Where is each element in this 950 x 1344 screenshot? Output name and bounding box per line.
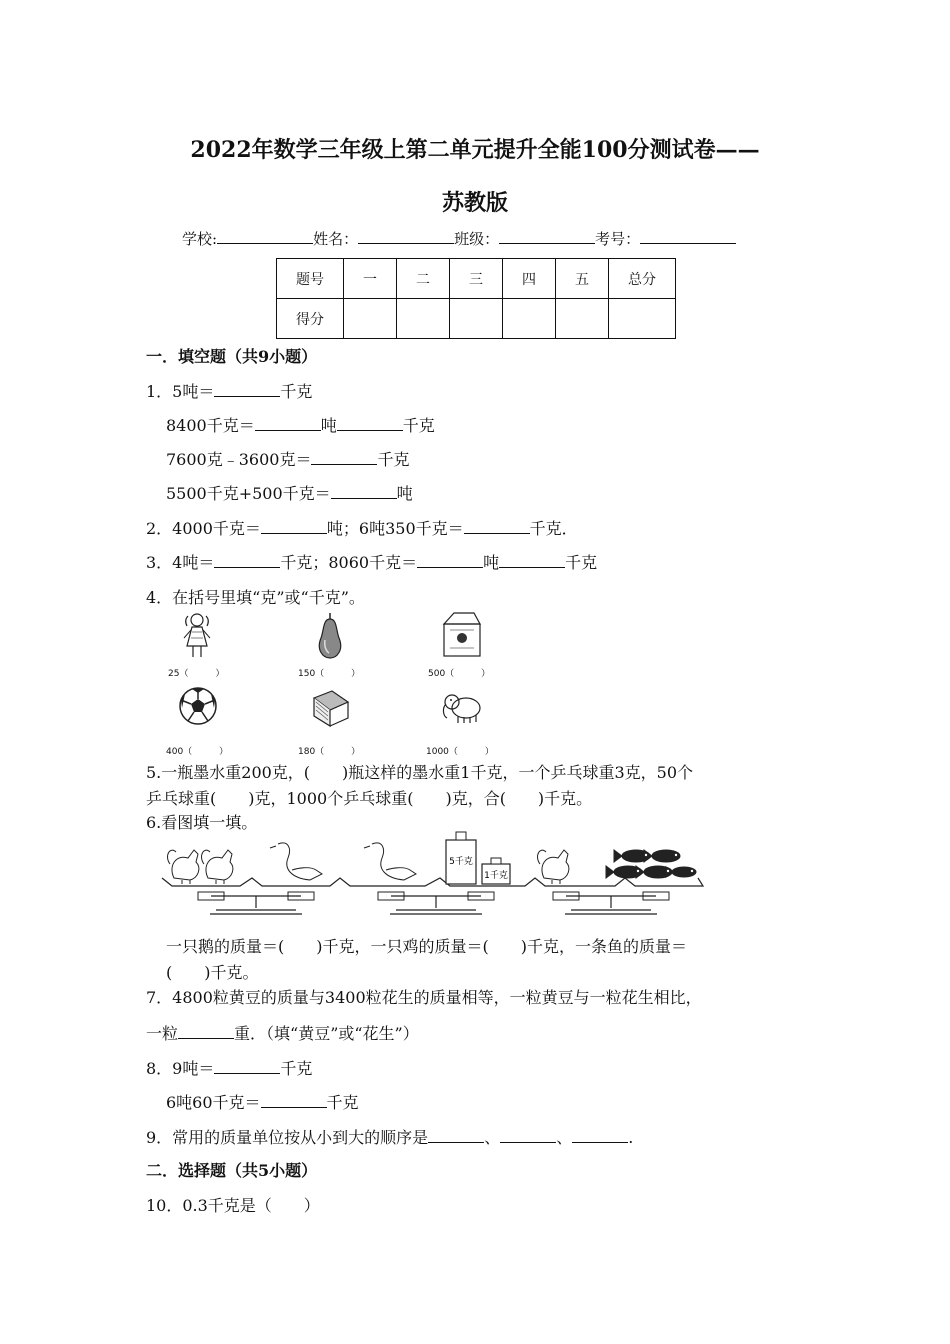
rooster-icon xyxy=(538,850,569,884)
answer-blank[interactable] xyxy=(214,553,280,568)
rooster-icon xyxy=(202,850,233,884)
answer-blank[interactable] xyxy=(255,416,321,431)
answer-blank[interactable] xyxy=(261,1093,327,1108)
section-heading-fill-in: 一．填空题（共9小题） xyxy=(146,347,318,366)
q1d-unit: 吨 xyxy=(396,484,413,503)
question-1b xyxy=(166,413,435,436)
q3-unit: 吨 xyxy=(483,553,500,572)
q9-sep: 、 xyxy=(556,1128,573,1147)
score-cell[interactable] xyxy=(344,299,397,339)
page-title: 2022年数学三年级上第二单元提升全能100分测试卷—— xyxy=(190,137,760,163)
answer-blank[interactable] xyxy=(500,1128,556,1143)
score-table-header: 一 xyxy=(344,259,397,299)
q8b-text: 6吨60千克＝ xyxy=(166,1093,261,1112)
score-table-header: 三 xyxy=(450,259,503,299)
question-1a xyxy=(146,379,312,402)
score-cell[interactable] xyxy=(503,299,556,339)
school-label: 学校: xyxy=(182,230,218,248)
name-field[interactable] xyxy=(358,229,454,244)
book-icon xyxy=(308,688,352,728)
score-table-header: 四 xyxy=(503,259,556,299)
score-table-header: 二 xyxy=(397,259,450,299)
q9-text: 9．常用的质量单位按从小到大的顺序是 xyxy=(146,1128,429,1147)
goose-icon xyxy=(364,843,416,880)
q8a-unit: 千克 xyxy=(280,1059,313,1078)
question-5-line1: 5.一瓶墨水重200克，( )瓶这样的墨水重1千克，一个乒乓球重3克，50个 xyxy=(146,763,694,782)
q9-end: . xyxy=(628,1128,634,1147)
score-table-header-row xyxy=(277,259,676,299)
score-table-header: 总分 xyxy=(609,259,676,299)
question-3 xyxy=(146,550,597,573)
q1c-text: 7600克﹣3600克＝ xyxy=(166,450,312,469)
question-1d xyxy=(166,481,413,504)
q4-caption: 400（ ） xyxy=(166,747,229,757)
q4-caption: 150（ ） xyxy=(298,669,361,679)
exam-no-field[interactable] xyxy=(640,229,736,244)
question-1c xyxy=(166,447,409,470)
score-row-label: 得分 xyxy=(277,299,344,339)
milk-carton-icon xyxy=(440,610,484,658)
answer-blank[interactable] xyxy=(417,553,483,568)
question-7-line1: 7．4800粒黄豆的质量与3400粒花生的质量相等，一粒黄豆与一粒花生相比， xyxy=(146,988,702,1007)
answer-blank[interactable] xyxy=(337,416,403,431)
answer-blank[interactable] xyxy=(311,450,377,465)
question-2 xyxy=(146,516,578,539)
doll-icon xyxy=(180,610,214,660)
elephant-icon xyxy=(440,690,484,726)
pear-icon xyxy=(313,610,347,660)
exam-no-label: 考号： xyxy=(595,230,641,248)
answer-blank[interactable] xyxy=(214,1059,280,1074)
section-heading-multiple-choice: 二．选择题（共5小题） xyxy=(146,1161,318,1180)
q2-text-mid: 吨；6吨350千克＝ xyxy=(326,519,464,538)
score-cell[interactable] xyxy=(609,299,676,339)
question-6-answer-line1: 一只鹅的质量＝( )千克，一只鸡的质量＝( )千克，一条鱼的质量＝ xyxy=(166,937,687,956)
q3-text-mid: 千克；8060千克＝ xyxy=(280,553,418,572)
score-cell[interactable] xyxy=(397,299,450,339)
q8b-unit: 千克 xyxy=(326,1093,359,1112)
question-8b xyxy=(166,1090,359,1113)
weight-1kg-label: 1千克 xyxy=(484,871,508,881)
score-cell[interactable] xyxy=(556,299,609,339)
q1c-unit: 千克 xyxy=(377,450,410,469)
question-10: 10．0.3千克是（ ） xyxy=(146,1196,320,1215)
question-9 xyxy=(146,1125,633,1148)
question-8a xyxy=(146,1056,312,1079)
class-field[interactable] xyxy=(499,229,595,244)
answer-blank[interactable] xyxy=(178,1024,234,1039)
class-label: 班级： xyxy=(454,230,500,248)
page-subtitle: 苏教版 xyxy=(441,190,508,216)
answer-blank[interactable] xyxy=(214,382,280,397)
question-5-line2: 乒乓球重( )克，1000个乒乓球重( )克，合( )千克。 xyxy=(146,789,593,808)
student-info-line xyxy=(182,228,736,249)
question-6-answer-line2: ( )千克。 xyxy=(166,963,259,982)
q3-text: 3．4吨＝ xyxy=(146,553,215,572)
q7-text-post: 重．（填“黄豆”或“花生”） xyxy=(234,1024,419,1043)
balance-scales-illustration xyxy=(160,828,705,923)
q8a-text: 8．9吨＝ xyxy=(146,1059,215,1078)
q1a-unit: 千克 xyxy=(280,382,313,401)
name-label: 姓名： xyxy=(313,230,359,248)
score-table xyxy=(276,258,676,339)
school-field[interactable] xyxy=(217,229,313,244)
question-4: 4．在括号里填“克”或“千克”。 xyxy=(146,588,365,607)
q1b-text: 8400千克＝ xyxy=(166,416,255,435)
q9-sep: 、 xyxy=(484,1128,501,1147)
q1b-unit: 吨 xyxy=(320,416,337,435)
q7-text: 一粒 xyxy=(146,1024,179,1043)
q1b-unit2: 千克 xyxy=(402,416,435,435)
score-table-header: 题号 xyxy=(277,259,344,299)
q2-unit: 千克． xyxy=(529,519,578,538)
q1a-text: 1．5吨＝ xyxy=(146,382,215,401)
score-table-header: 五 xyxy=(556,259,609,299)
question-6: 6.看图填一填。 xyxy=(146,813,258,832)
answer-blank[interactable] xyxy=(572,1128,628,1143)
score-table-score-row xyxy=(277,299,676,339)
q3-unit2: 千克 xyxy=(565,553,598,572)
rooster-icon xyxy=(168,850,199,884)
score-cell[interactable] xyxy=(450,299,503,339)
answer-blank[interactable] xyxy=(261,519,327,534)
soccer-ball-icon xyxy=(178,686,218,726)
goose-icon xyxy=(270,843,322,880)
q4-caption: 25（ ） xyxy=(168,669,225,679)
q4-caption: 1000（ ） xyxy=(426,747,494,757)
q4-caption: 500（ ） xyxy=(428,669,491,679)
answer-blank[interactable] xyxy=(428,1128,484,1143)
answer-blank[interactable] xyxy=(464,519,530,534)
question-7-line2 xyxy=(146,1021,419,1044)
q4-caption: 180（ ） xyxy=(298,747,361,757)
fish-icon xyxy=(606,850,696,878)
q2-text: 2．4000千克＝ xyxy=(146,519,261,538)
answer-blank[interactable] xyxy=(499,553,565,568)
answer-blank[interactable] xyxy=(331,484,397,499)
q1d-text: 5500千克+500千克＝ xyxy=(166,484,331,503)
weight-5kg-label: 5千克 xyxy=(449,857,473,867)
